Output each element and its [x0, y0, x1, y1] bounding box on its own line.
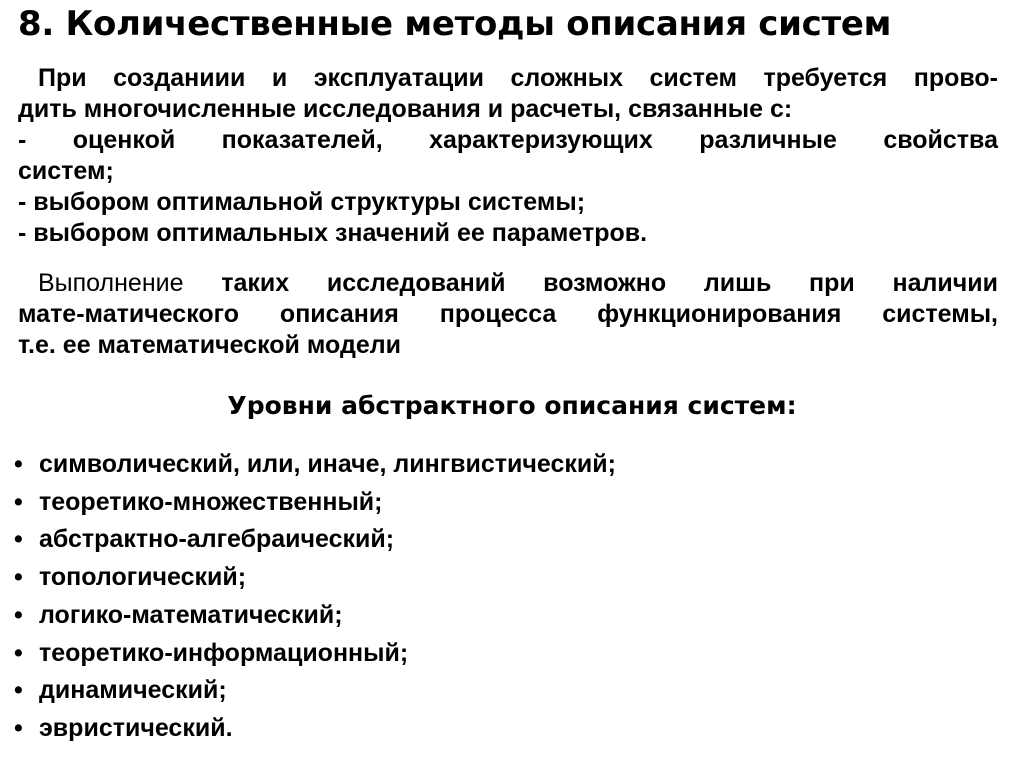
list-item-label: теоретико-множественный;: [39, 487, 383, 516]
intro-paragraph: [18, 63, 998, 249]
list-item: [14, 446, 616, 484]
list-item-label: логико-математический;: [39, 600, 343, 629]
list-item-label: теоретико-информационный;: [39, 638, 409, 667]
levels-list: [14, 446, 616, 748]
bullet-icon: •: [14, 487, 23, 516]
modeling-line-1-rest: таких исследований возможно лишь при наличии: [183, 269, 998, 297]
list-item: [14, 597, 616, 635]
list-item-label: топологический;: [39, 563, 247, 592]
modeling-line-3: т.е. ее математической модели: [18, 331, 401, 359]
list-item: [14, 635, 616, 673]
bullet-icon: •: [14, 450, 23, 478]
page-title: 8. Количественные методы описания систем: [18, 4, 892, 44]
list-item: [14, 521, 616, 559]
modeling-lead-word: Выполнение: [38, 269, 184, 297]
bullet-icon: •: [14, 638, 23, 667]
levels-heading: Уровни абстрактного описания систем:: [227, 391, 797, 420]
bullet-icon: •: [14, 525, 23, 554]
modeling-line-1: [18, 268, 998, 299]
intro-item-3: - выбором оптимальных значений ее параметров.: [18, 219, 648, 247]
list-item-label: эвристический.: [39, 713, 233, 742]
bullet-icon: •: [14, 600, 23, 629]
modeling-paragraph: [18, 268, 998, 361]
modeling-line-2: мате-матического описания процесса функционирования системы,: [18, 300, 998, 328]
intro-line-2: дить многочисленные исследования и расчеты, связанные с:: [18, 95, 793, 123]
intro-item-2: - выбором оптимальной структуры системы;: [18, 188, 586, 216]
list-item-label: динамический;: [39, 676, 227, 705]
list-item: [14, 484, 616, 522]
intro-line-1: При созданиии и эксплуатации сложных систем требуется прово-: [38, 64, 998, 92]
list-item: [14, 710, 616, 748]
list-item: [14, 672, 616, 710]
intro-item-1-line-1: - оценкой показателей, характеризующих различные свойства: [18, 126, 998, 154]
list-item-label: абстрактно-алгебраический;: [39, 525, 395, 554]
intro-item-1-line-2: систем;: [18, 157, 114, 185]
bullet-icon: •: [14, 713, 23, 742]
list-item: [14, 559, 616, 597]
bullet-icon: •: [14, 676, 23, 705]
list-item-label: символический, или, иначе, лингвистический;: [39, 450, 616, 478]
bullet-icon: •: [14, 563, 23, 592]
